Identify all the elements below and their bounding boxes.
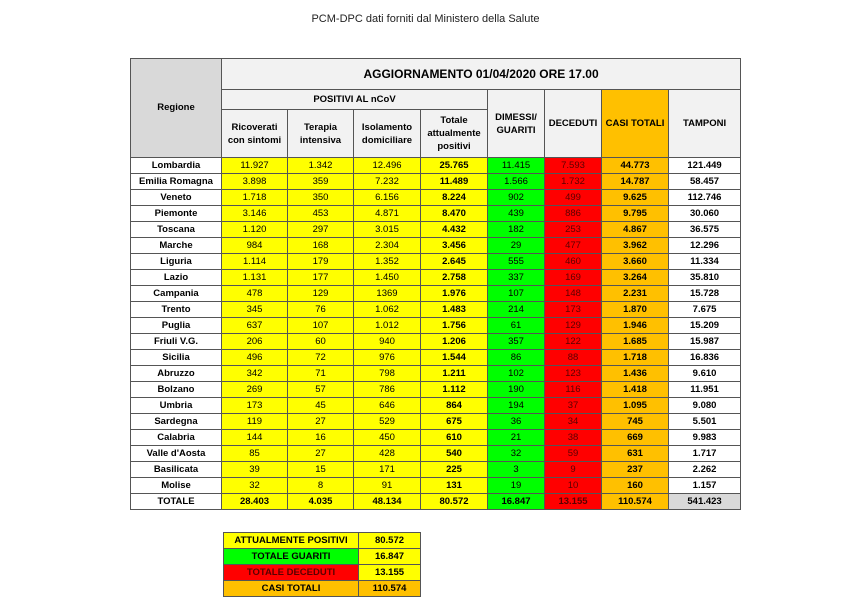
cell-dimessi: 182 — [488, 222, 545, 238]
cell-deceduti: 173 — [545, 302, 602, 318]
cell-isolamento: 2.304 — [354, 238, 421, 254]
cell-totale: 2.645 — [421, 254, 488, 270]
cell-ricoverati: 3.146 — [222, 206, 288, 222]
cell-deceduti: 59 — [545, 446, 602, 462]
cell-deceduti: 34 — [545, 414, 602, 430]
cell-dimessi: 21 — [488, 430, 545, 446]
cell-totale: 675 — [421, 414, 488, 430]
cell-regione: Molise — [131, 478, 222, 494]
cell-isolamento: 428 — [354, 446, 421, 462]
cell-tamponi: 12.296 — [669, 238, 741, 254]
cell-casi: 1.685 — [602, 334, 669, 350]
summary-value: 13.155 — [359, 565, 421, 581]
cell-regione: Lombardia — [131, 158, 222, 174]
cell-totale: 80.572 — [421, 494, 488, 510]
cell-terapia: 27 — [288, 446, 354, 462]
cell-ricoverati: 1.120 — [222, 222, 288, 238]
table-row — [131, 286, 741, 302]
cell-totale: 1.976 — [421, 286, 488, 302]
cell-ricoverati: 28.403 — [222, 494, 288, 510]
cell-casi: 3.660 — [602, 254, 669, 270]
table-row — [131, 414, 741, 430]
cell-tamponi: 30.060 — [669, 206, 741, 222]
cell-terapia: 1.342 — [288, 158, 354, 174]
summary-row — [224, 581, 421, 597]
cell-ricoverati: 342 — [222, 366, 288, 382]
cell-regione: Basilicata — [131, 462, 222, 478]
cell-tamponi: 11.951 — [669, 382, 741, 398]
cell-terapia: 177 — [288, 270, 354, 286]
header-dimessi: DIMESSI/ GUARITI — [488, 90, 545, 158]
cell-terapia: 71 — [288, 366, 354, 382]
cell-totale: 3.456 — [421, 238, 488, 254]
summary-label: TOTALE GUARITI — [224, 549, 359, 565]
table-row — [131, 478, 741, 494]
cell-casi: 14.787 — [602, 174, 669, 190]
header-terapia: Terapia intensiva — [288, 110, 354, 158]
cell-deceduti: 37 — [545, 398, 602, 414]
cell-casi: 160 — [602, 478, 669, 494]
cell-ricoverati: 119 — [222, 414, 288, 430]
cell-totale: 8.224 — [421, 190, 488, 206]
cell-isolamento: 7.232 — [354, 174, 421, 190]
cell-tamponi: 9.610 — [669, 366, 741, 382]
table-row — [131, 238, 741, 254]
cell-terapia: 359 — [288, 174, 354, 190]
table-row — [131, 398, 741, 414]
cell-dimessi: 214 — [488, 302, 545, 318]
cell-deceduti: 477 — [545, 238, 602, 254]
cell-casi: 669 — [602, 430, 669, 446]
summary-table — [223, 532, 421, 597]
table-row — [131, 254, 741, 270]
cell-isolamento: 1.012 — [354, 318, 421, 334]
cell-totale: 11.489 — [421, 174, 488, 190]
summary-row — [224, 533, 421, 549]
cell-deceduti: 886 — [545, 206, 602, 222]
table-row — [131, 190, 741, 206]
cell-isolamento: 91 — [354, 478, 421, 494]
cell-totale: 4.432 — [421, 222, 488, 238]
cell-tamponi: 58.457 — [669, 174, 741, 190]
cell-tamponi: 541.423 — [669, 494, 741, 510]
cell-deceduti: 13.155 — [545, 494, 602, 510]
table-row — [131, 270, 741, 286]
cell-dimessi: 194 — [488, 398, 545, 414]
cell-dimessi: 29 — [488, 238, 545, 254]
cell-dimessi: 555 — [488, 254, 545, 270]
cell-dimessi: 102 — [488, 366, 545, 382]
cell-isolamento: 12.496 — [354, 158, 421, 174]
cell-tamponi: 11.334 — [669, 254, 741, 270]
header-isolamento: Isolamento domiciliare — [354, 110, 421, 158]
cell-deceduti: 88 — [545, 350, 602, 366]
cell-ricoverati: 478 — [222, 286, 288, 302]
cell-regione: Puglia — [131, 318, 222, 334]
cell-totale: 610 — [421, 430, 488, 446]
summary-row — [224, 565, 421, 581]
cell-dimessi: 11.415 — [488, 158, 545, 174]
header-ricoverati: Ricoverati con sintomi — [222, 110, 288, 158]
cell-ricoverati: 85 — [222, 446, 288, 462]
cell-terapia: 8 — [288, 478, 354, 494]
cell-terapia: 15 — [288, 462, 354, 478]
cell-dimessi: 337 — [488, 270, 545, 286]
cell-terapia: 45 — [288, 398, 354, 414]
cell-casi: 2.231 — [602, 286, 669, 302]
cell-casi: 1.870 — [602, 302, 669, 318]
cell-terapia: 107 — [288, 318, 354, 334]
cell-terapia: 350 — [288, 190, 354, 206]
summary-value: 80.572 — [359, 533, 421, 549]
cell-dimessi: 36 — [488, 414, 545, 430]
table-row — [131, 302, 741, 318]
cell-tamponi: 15.209 — [669, 318, 741, 334]
cell-isolamento: 4.871 — [354, 206, 421, 222]
summary-label: TOTALE DECEDUTI — [224, 565, 359, 581]
cell-dimessi: 439 — [488, 206, 545, 222]
cell-totale: 131 — [421, 478, 488, 494]
header-totale-positivi: Totale attualmente positivi — [421, 110, 488, 158]
cell-dimessi: 902 — [488, 190, 545, 206]
cell-tamponi: 9.983 — [669, 430, 741, 446]
cell-totale: 1.112 — [421, 382, 488, 398]
cell-regione: Bolzano — [131, 382, 222, 398]
header-casi-totali: CASI TOTALI — [602, 90, 669, 158]
cell-totale: 25.765 — [421, 158, 488, 174]
cell-totale: 1.211 — [421, 366, 488, 382]
cell-totale: 1.483 — [421, 302, 488, 318]
cell-regione: Emilia Romagna — [131, 174, 222, 190]
cell-dimessi: 32 — [488, 446, 545, 462]
cell-isolamento: 6.156 — [354, 190, 421, 206]
table-row — [131, 382, 741, 398]
cell-casi: 1.718 — [602, 350, 669, 366]
cell-dimessi: 3 — [488, 462, 545, 478]
cell-deceduti: 38 — [545, 430, 602, 446]
cell-tamponi: 16.836 — [669, 350, 741, 366]
cell-deceduti: 148 — [545, 286, 602, 302]
table-row — [131, 222, 741, 238]
summary-row — [224, 549, 421, 565]
cell-ricoverati: 496 — [222, 350, 288, 366]
cell-isolamento: 1.062 — [354, 302, 421, 318]
update-title: AGGIORNAMENTO 01/04/2020 ORE 17.00 — [222, 59, 741, 90]
cell-ricoverati: 345 — [222, 302, 288, 318]
cell-casi: 110.574 — [602, 494, 669, 510]
cell-deceduti: 460 — [545, 254, 602, 270]
cell-terapia: 57 — [288, 382, 354, 398]
cell-tamponi: 1.157 — [669, 478, 741, 494]
cell-deceduti: 129 — [545, 318, 602, 334]
cell-tamponi: 15.987 — [669, 334, 741, 350]
cell-ricoverati: 3.898 — [222, 174, 288, 190]
cell-totale: 8.470 — [421, 206, 488, 222]
cell-deceduti: 253 — [545, 222, 602, 238]
header-regione: Regione — [131, 59, 222, 158]
cell-terapia: 60 — [288, 334, 354, 350]
cell-casi: 1.436 — [602, 366, 669, 382]
cell-casi: 9.795 — [602, 206, 669, 222]
cell-dimessi: 16.847 — [488, 494, 545, 510]
cell-terapia: 4.035 — [288, 494, 354, 510]
cell-terapia: 72 — [288, 350, 354, 366]
cell-terapia: 76 — [288, 302, 354, 318]
header-tamponi: TAMPONI — [669, 90, 741, 158]
summary-value: 16.847 — [359, 549, 421, 565]
cell-casi: 1.418 — [602, 382, 669, 398]
cell-casi: 4.867 — [602, 222, 669, 238]
cell-deceduti: 499 — [545, 190, 602, 206]
cell-casi: 44.773 — [602, 158, 669, 174]
cell-tamponi: 35.810 — [669, 270, 741, 286]
cell-tamponi: 5.501 — [669, 414, 741, 430]
cell-dimessi: 357 — [488, 334, 545, 350]
cell-ricoverati: 984 — [222, 238, 288, 254]
cell-totale: 1.756 — [421, 318, 488, 334]
cell-tamponi: 7.675 — [669, 302, 741, 318]
cell-terapia: 168 — [288, 238, 354, 254]
table-row — [131, 334, 741, 350]
table-row — [131, 350, 741, 366]
table-row — [131, 206, 741, 222]
cell-isolamento: 786 — [354, 382, 421, 398]
cell-ricoverati: 1.131 — [222, 270, 288, 286]
header-positivi-group: POSITIVI AL nCoV — [222, 90, 488, 110]
cell-dimessi: 86 — [488, 350, 545, 366]
cell-dimessi: 1.566 — [488, 174, 545, 190]
cell-casi: 1.095 — [602, 398, 669, 414]
cell-isolamento: 798 — [354, 366, 421, 382]
cell-ricoverati: 32 — [222, 478, 288, 494]
cell-tamponi: 2.262 — [669, 462, 741, 478]
cell-isolamento: 940 — [354, 334, 421, 350]
cell-terapia: 179 — [288, 254, 354, 270]
cell-terapia: 453 — [288, 206, 354, 222]
cell-casi: 237 — [602, 462, 669, 478]
cell-ricoverati: 206 — [222, 334, 288, 350]
cell-deceduti: 7.593 — [545, 158, 602, 174]
cell-regione: Toscana — [131, 222, 222, 238]
cell-regione: Veneto — [131, 190, 222, 206]
cell-regione: TOTALE — [131, 494, 222, 510]
cell-regione: Sardegna — [131, 414, 222, 430]
cell-deceduti: 10 — [545, 478, 602, 494]
table-row — [131, 158, 741, 174]
cell-regione: Lazio — [131, 270, 222, 286]
table-row — [131, 174, 741, 190]
header-deceduti: DECEDUTI — [545, 90, 602, 158]
page-caption: PCM-DPC dati forniti dal Ministero della Salute — [311, 13, 540, 25]
cell-ricoverati: 144 — [222, 430, 288, 446]
cell-ricoverati: 1.114 — [222, 254, 288, 270]
cell-casi: 3.264 — [602, 270, 669, 286]
cell-isolamento: 48.134 — [354, 494, 421, 510]
cell-isolamento: 976 — [354, 350, 421, 366]
cell-deceduti: 122 — [545, 334, 602, 350]
cell-terapia: 129 — [288, 286, 354, 302]
cell-tamponi: 36.575 — [669, 222, 741, 238]
table-row — [131, 462, 741, 478]
cell-isolamento: 450 — [354, 430, 421, 446]
cell-regione: Liguria — [131, 254, 222, 270]
table-row — [131, 430, 741, 446]
cell-ricoverati: 11.927 — [222, 158, 288, 174]
cell-totale: 1.206 — [421, 334, 488, 350]
summary-label: ATTUALMENTE POSITIVI — [224, 533, 359, 549]
cell-ricoverati: 39 — [222, 462, 288, 478]
cell-casi: 631 — [602, 446, 669, 462]
cell-isolamento: 1.352 — [354, 254, 421, 270]
cell-isolamento: 646 — [354, 398, 421, 414]
cell-regione: Piemonte — [131, 206, 222, 222]
cell-ricoverati: 637 — [222, 318, 288, 334]
cell-regione: Abruzzo — [131, 366, 222, 382]
cell-deceduti: 9 — [545, 462, 602, 478]
cell-tamponi: 1.717 — [669, 446, 741, 462]
cell-tamponi: 15.728 — [669, 286, 741, 302]
cell-isolamento: 1369 — [354, 286, 421, 302]
cell-regione: Valle d'Aosta — [131, 446, 222, 462]
covid-regional-table — [130, 58, 741, 510]
cell-tamponi: 112.746 — [669, 190, 741, 206]
cell-deceduti: 169 — [545, 270, 602, 286]
cell-ricoverati: 269 — [222, 382, 288, 398]
cell-deceduti: 116 — [545, 382, 602, 398]
cell-ricoverati: 173 — [222, 398, 288, 414]
summary-value: 110.574 — [359, 581, 421, 597]
cell-deceduti: 1.732 — [545, 174, 602, 190]
cell-isolamento: 529 — [354, 414, 421, 430]
cell-regione: Umbria — [131, 398, 222, 414]
cell-dimessi: 190 — [488, 382, 545, 398]
cell-isolamento: 1.450 — [354, 270, 421, 286]
cell-regione: Friuli V.G. — [131, 334, 222, 350]
table-row — [131, 366, 741, 382]
totals-row — [131, 494, 741, 510]
cell-casi: 9.625 — [602, 190, 669, 206]
cell-dimessi: 19 — [488, 478, 545, 494]
cell-casi: 745 — [602, 414, 669, 430]
cell-totale: 540 — [421, 446, 488, 462]
summary-label: CASI TOTALI — [224, 581, 359, 597]
cell-totale: 225 — [421, 462, 488, 478]
table-row — [131, 318, 741, 334]
cell-terapia: 27 — [288, 414, 354, 430]
cell-dimessi: 61 — [488, 318, 545, 334]
cell-dimessi: 107 — [488, 286, 545, 302]
cell-ricoverati: 1.718 — [222, 190, 288, 206]
cell-regione: Marche — [131, 238, 222, 254]
cell-terapia: 16 — [288, 430, 354, 446]
cell-regione: Calabria — [131, 430, 222, 446]
cell-totale: 1.544 — [421, 350, 488, 366]
cell-terapia: 297 — [288, 222, 354, 238]
cell-totale: 864 — [421, 398, 488, 414]
cell-regione: Trento — [131, 302, 222, 318]
cell-regione: Sicilia — [131, 350, 222, 366]
cell-totale: 2.758 — [421, 270, 488, 286]
cell-isolamento: 3.015 — [354, 222, 421, 238]
cell-regione: Campania — [131, 286, 222, 302]
cell-casi: 1.946 — [602, 318, 669, 334]
cell-tamponi: 121.449 — [669, 158, 741, 174]
cell-isolamento: 171 — [354, 462, 421, 478]
cell-deceduti: 123 — [545, 366, 602, 382]
cell-casi: 3.962 — [602, 238, 669, 254]
table-row — [131, 446, 741, 462]
cell-tamponi: 9.080 — [669, 398, 741, 414]
